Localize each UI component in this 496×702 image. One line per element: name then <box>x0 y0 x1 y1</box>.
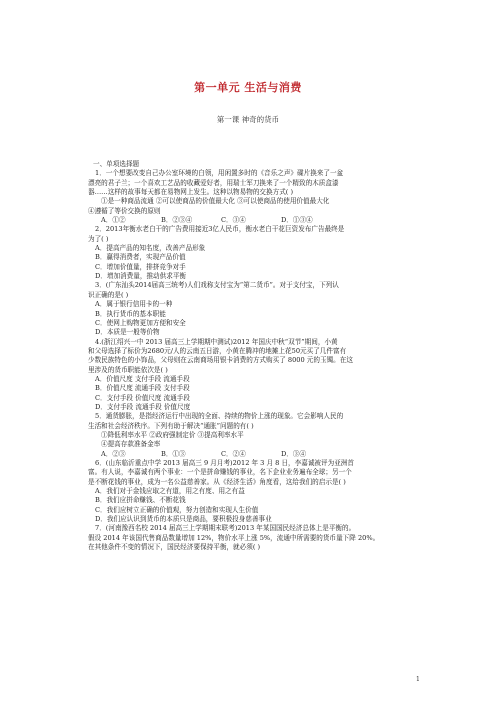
text-line: A．价值尺度 支付手段 流通手段 <box>95 374 190 383</box>
text-line: 和父母选择了标价为2680元/人的云南五日游，小黄在腾冲的地摊上花50元买了几件富有 <box>88 346 347 355</box>
text-line: D．我们应认识到货币的本质只是商品，要积极投身慈善事业 <box>95 515 272 524</box>
text-line: 1．一个想要改变自己办公室环境的白领，用闲置多时的《音乐之声》碟片换来了一盆 <box>95 169 344 178</box>
text-line: ④提高存款准备金率 <box>101 440 161 449</box>
page-number: 1 <box>416 676 420 683</box>
answer-options <box>88 450 418 459</box>
answer-option: B．②③④ <box>161 216 193 225</box>
text-line: 漂亮的君子兰；一个喜欢工艺品的收藏爱好者，用瑞士军刀换来了一个精致的木质盒漆 <box>88 178 339 187</box>
lesson-subtitle: 第一课 神奇的货币 <box>216 115 280 124</box>
text-line: 5．通货膨胀，是指经济运行中出现的全面、持续的物价上涨的现象。它会影响人民的 <box>95 412 344 421</box>
answer-option: D．③④ <box>281 449 307 458</box>
text-line: 7．(河南豫西名校 2014 届高三上学期期末联考)2013 年某国国民经济总体上是平衡的。 <box>95 524 356 533</box>
text-line: C．我们应树立正确的价值观，努力创造和实现人生价值 <box>95 505 259 514</box>
question-body <box>88 160 418 552</box>
text-line: C．支付手段 价值尺度 流通手段 <box>95 393 190 402</box>
text-line: 识正确的是( ) <box>88 290 129 299</box>
text-line: 生活和社会经济秩序。下列有助于解决“通胀”问题的有( ) <box>88 421 254 430</box>
answer-options <box>88 216 418 225</box>
text-line: ①降低利率水平 ②政府强制定价 ③提高利率水平 <box>101 430 244 439</box>
text-line: A．提高产品的知名度，改善产品形象 <box>95 244 206 253</box>
text-line: B．价值尺度 流通手段 支付手段 <box>95 384 190 393</box>
text-line: 器……这样的故事每天都在易物网上发生。这种以物易物的交换方式( ) <box>88 188 294 197</box>
text-line: B．执行货币的基本职能 <box>95 309 166 318</box>
answer-option: C．②④ <box>221 449 246 458</box>
text-line: 里涉及的货币职能依次是( ) <box>88 365 168 374</box>
text-line: 4.(浙江绍兴一中 2013 届高三上学期期中测试)2012 年国庆中秋“双节”期间，小黄 <box>95 337 338 346</box>
text-line: ①是一种商品流通 ②可以使商品的价值最大化 ③可以使商品的使用价值最大化 <box>101 197 330 206</box>
section-heading: 一、单项选择题 <box>93 160 140 168</box>
text-line: A．我们对于金钱应取之有道，用之有度、用之有益 <box>95 487 245 496</box>
text-line: 富。有人说，李嘉诚有两个事业：一个是拼命赚钱的事业，名下企业业务遍布全球；另一个 <box>88 468 352 477</box>
unit-title: 第一单元 生活与消费 <box>194 81 302 94</box>
text-line: 少数民族特色的小饰品，父母则在云南商场用银卡消费的方式购买了 8000 元的玉镯。在这 <box>88 356 353 365</box>
text-line: 3．(广东汕头2014届高三统考)人们戏称支付宝为“第二货币”。对于支付宝，下列认 <box>95 281 339 290</box>
text-line: 6．(山东临沂重点中学 2013 届高三 9 月月考)2012 年 3 月 8 日，李嘉诚被评为亚洲首 <box>95 459 354 467</box>
text-line: 为了( ) <box>88 234 109 243</box>
text-line: D．支付手段 流通手段 价值尺度 <box>95 402 191 411</box>
answer-option: A．①② <box>101 216 126 225</box>
text-line: B．我们应拼命赚钱、不断花钱 <box>95 496 186 505</box>
text-line: ④遵循了等价交换的原则 <box>88 206 161 215</box>
text-line: 假设 2014 年该国代售商品数量增加 12%，物价水平上涨 5%，流通中所需要的货币量下降 20%。 <box>88 533 380 542</box>
answer-option: D．①③④ <box>281 216 313 225</box>
text-line: A．属于银行信用卡的一种 <box>95 300 173 309</box>
text-line: C．增加价值量，排挤竞争对手 <box>95 262 186 271</box>
text-line: C．使网上购物更加方便和安全 <box>95 318 186 327</box>
answer-option: C．③④ <box>221 216 246 225</box>
answer-option: B．①③ <box>161 449 186 458</box>
text-line: D．本质是一般等价物 <box>95 328 160 337</box>
answer-option: A．②③ <box>101 449 126 458</box>
text-line: D．增加消费量，推动供求平衡 <box>95 272 187 281</box>
text-line: 在其他条件不变的情况下，国民经济要保持平衡，就必须( ) <box>88 543 261 552</box>
text-line: 是不断花钱的事业，成为一名公益慈善家。从《经济生活》角度看，这给我们的启示是( ) <box>88 477 346 486</box>
text-line: 2．2013年衡水老白干的广告费用接近3亿人民币，衡水老白干花巨资发布广告最终是 <box>95 225 345 234</box>
text-line: B．赢得消费者，实现产品价值 <box>95 253 186 262</box>
